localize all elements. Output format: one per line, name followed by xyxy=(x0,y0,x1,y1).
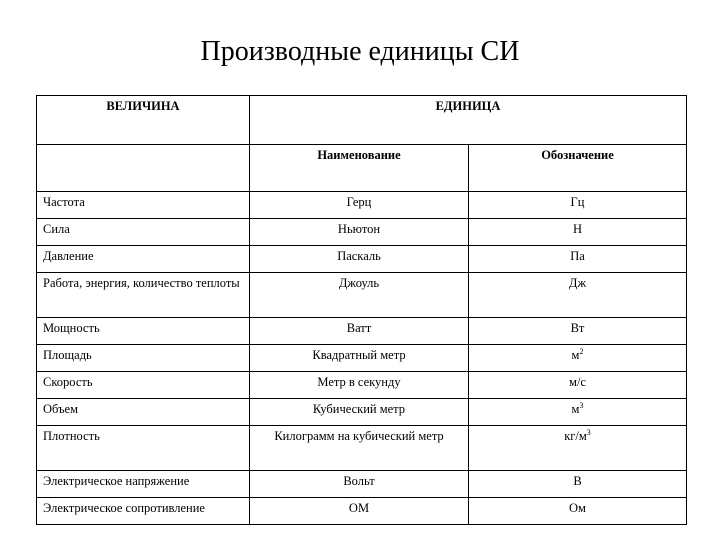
unit-symbol-cell: $м^2$ xyxy=(469,345,687,372)
quantity-cell: Скорость xyxy=(37,372,250,399)
unit-name-cell: Ватт xyxy=(250,318,469,345)
unit-name-cell: Вольт xyxy=(250,471,469,498)
quantity-cell: Плотность xyxy=(37,426,250,471)
unit-symbol-cell: Ом xyxy=(469,498,687,525)
header-quantity: ВЕЛИЧИНА xyxy=(37,96,250,145)
header-symbol: Обозначение xyxy=(469,145,687,192)
table-row xyxy=(37,219,687,246)
unit-symbol-cell: Вт xyxy=(469,318,687,345)
unit-name-cell: Джоуль xyxy=(250,273,469,318)
unit-symbol-cell: м/с xyxy=(469,372,687,399)
table-row xyxy=(37,318,687,345)
quantity-cell: Электрическое сопротивление xyxy=(37,498,250,525)
quantity-cell: Сила xyxy=(37,219,250,246)
quantity-cell: Частота xyxy=(37,192,250,219)
si-units-table xyxy=(36,95,687,525)
table-row xyxy=(37,498,687,525)
quantity-cell: Электрическое напряжение xyxy=(37,471,250,498)
quantity-cell: Мощность xyxy=(37,318,250,345)
unit-name-cell: Паскаль xyxy=(250,246,469,273)
quantity-cell: Давление xyxy=(37,246,250,273)
table-subheader-row xyxy=(37,145,687,192)
header-unit: ЕДИНИЦА xyxy=(250,96,687,145)
header-name: Наименование xyxy=(250,145,469,192)
header-empty-cell xyxy=(37,145,250,192)
quantity-cell: Площадь xyxy=(37,345,250,372)
table-row xyxy=(37,399,687,426)
unit-name-cell: Ньютон xyxy=(250,219,469,246)
unit-name-cell: Квадратный метр xyxy=(250,345,469,372)
page-title: Производные единицы СИ xyxy=(200,36,520,67)
table-row xyxy=(37,246,687,273)
unit-symbol-cell: Дж xyxy=(469,273,687,318)
unit-symbol-cell: Н xyxy=(469,219,687,246)
unit-symbol-cell: Гц xyxy=(469,192,687,219)
unit-symbol-cell: $кг/м^3$ xyxy=(469,426,687,471)
table-row xyxy=(37,345,687,372)
unit-name-cell: Килограмм на кубический метр xyxy=(250,426,469,471)
unit-symbol-cell: Па xyxy=(469,246,687,273)
quantity-cell: Работа, энергия, количество теплоты xyxy=(37,273,250,318)
table-row xyxy=(37,192,687,219)
unit-symbol-cell: В xyxy=(469,471,687,498)
unit-name-cell: Метр в секунду xyxy=(250,372,469,399)
table-header-row xyxy=(37,96,687,145)
table-row xyxy=(37,372,687,399)
table-row xyxy=(37,426,687,471)
unit-name-cell: Кубический метр xyxy=(250,399,469,426)
unit-name-cell: Герц xyxy=(250,192,469,219)
unit-name-cell: ОМ xyxy=(250,498,469,525)
quantity-cell: Объем xyxy=(37,399,250,426)
table-row xyxy=(37,471,687,498)
unit-symbol-cell: $м^3$ xyxy=(469,399,687,426)
table-row xyxy=(37,273,687,318)
